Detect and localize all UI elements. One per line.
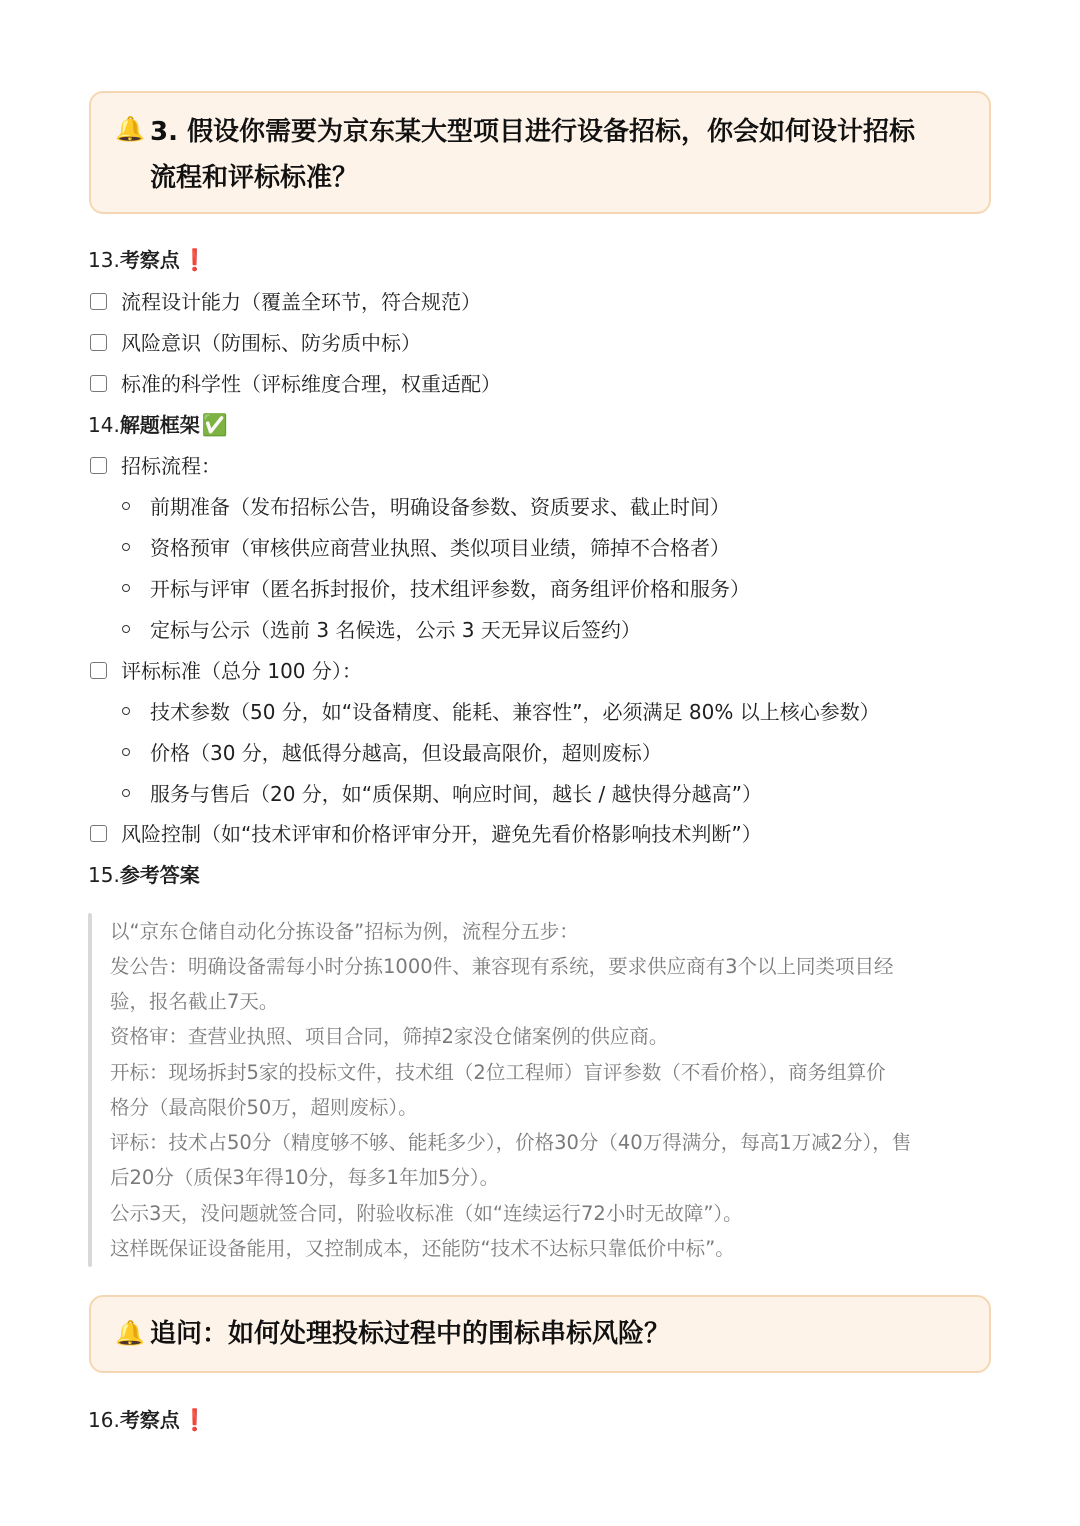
section-number: 16.	[88, 1408, 120, 1432]
checklist-item-label: 风险意识（防围标、防劣质中标）	[121, 331, 421, 355]
section-number: 14.	[88, 413, 120, 437]
bullet-icon	[122, 502, 130, 510]
followup-title: 追问：如何处理投标过程中的围标串标风险？	[150, 1319, 671, 1349]
checkbox[interactable]	[90, 375, 107, 392]
quote-line: 评标：技术占50分（精度够不够、能耗多少），价格30分（40万得满分，每高1万减2分），售	[110, 1131, 912, 1154]
list-item-text: 资格预审（审核供应商营业执照、类似项目业绩，筛掉不合格者）	[150, 536, 730, 560]
section-title: 考察点	[119, 1408, 180, 1432]
section-13-heading	[88, 245, 208, 275]
question-title-line2: 流程和评标标准？	[150, 163, 359, 193]
bullet-icon	[122, 584, 130, 592]
bullet-icon	[122, 748, 130, 756]
quote-line: 开标：现场拆封5家的投标文件，技术组（2位工程师）盲评参数（不看价格），商务组算价	[110, 1061, 886, 1084]
checklist-item[interactable]	[90, 369, 501, 399]
quote-line: 发公告：明确设备需每小时分拣1000件、兼容现有系统，要求供应商有3个以上同类项目经	[110, 955, 894, 978]
bell-icon: 🔔	[115, 1319, 145, 1347]
list-item-text: 服务与售后（20 分，如“质保期、响应时间，越长 / 越快得分越高”）	[150, 782, 762, 806]
question-callout	[89, 91, 991, 214]
section-15-heading	[88, 860, 200, 890]
list-item	[122, 615, 641, 645]
section-number: 15.	[88, 863, 120, 887]
list-item	[122, 492, 730, 522]
list-item	[122, 697, 880, 727]
checklist-item-label: 风险控制（如“技术评审和价格评审分开，避免先看价格影响技术判断”）	[121, 822, 762, 846]
section-title: 解题框架	[119, 413, 200, 437]
question-title-line1: 3. 假设你需要为京东某大型项目进行设备招标，你会如何设计招标	[150, 117, 916, 147]
checkbox[interactable]	[90, 457, 107, 474]
check-mark-icon: ✅	[201, 413, 228, 437]
list-item	[122, 738, 662, 768]
section-number: 13.	[88, 248, 120, 272]
bullet-icon	[122, 625, 130, 633]
quote-line: 以“京东仓储自动化分拣设备”招标为例，流程分五步：	[110, 920, 579, 943]
list-item-text: 开标与评审（匿名拆封报价，技术组评参数，商务组评价格和服务）	[150, 577, 750, 601]
section-title: 参考答案	[119, 863, 200, 887]
list-item	[122, 574, 750, 604]
exclamation-icon: ❗	[181, 248, 208, 272]
section-title: 考察点	[119, 248, 180, 272]
quote-line: 格分（最高限价50万，超则废标）。	[110, 1096, 418, 1119]
quote-line: 后20分（质保3年得10分，每多1年加5分）。	[110, 1166, 500, 1189]
list-item	[122, 779, 762, 809]
checkbox[interactable]	[90, 334, 107, 351]
bell-icon: 🔔	[115, 115, 145, 143]
bullet-icon	[122, 543, 130, 551]
checklist-item[interactable]	[90, 656, 362, 686]
list-item-text: 前期准备（发布招标公告，明确设备参数、资质要求、截止时间）	[150, 495, 730, 519]
quote-line: 资格审：查营业执照、项目合同，筛掉2家没仓储案例的供应商。	[110, 1025, 669, 1048]
checklist-item[interactable]	[90, 328, 421, 358]
section-14-heading	[88, 410, 228, 440]
checklist-item[interactable]	[90, 819, 762, 849]
checkbox[interactable]	[90, 293, 107, 310]
checkbox[interactable]	[90, 662, 107, 679]
list-item-text: 技术参数（50 分，如“设备精度、能耗、兼容性”，必须满足 80% 以上核心参数）	[150, 700, 880, 724]
followup-callout	[89, 1295, 991, 1373]
checklist-item-label: 流程设计能力（覆盖全环节，符合规范）	[121, 290, 481, 314]
list-item	[122, 533, 730, 563]
quote-line: 这样既保证设备能用，又控制成本，还能防“技术不达标只靠低价中标”。	[110, 1237, 735, 1260]
bullet-icon	[122, 707, 130, 715]
list-item-text: 定标与公示（选前 3 名候选，公示 3 天无异议后签约）	[150, 618, 641, 642]
checklist-item[interactable]	[90, 451, 221, 481]
quote-line: 验，报名截止7天。	[110, 990, 279, 1013]
list-item-text: 价格（30 分，越低得分越高，但设最高限价，超则废标）	[150, 741, 662, 765]
quote-line: 公示3天，没问题就签合同，附验收标准（如“连续运行72小时无故障”）。	[110, 1202, 743, 1225]
bullet-icon	[122, 789, 130, 797]
section-16-heading	[88, 1405, 208, 1435]
checklist-item-label: 标准的科学性（评标维度合理，权重适配）	[121, 372, 501, 396]
checklist-item-label: 招标流程：	[121, 454, 221, 478]
checkbox[interactable]	[90, 825, 107, 842]
blockquote-bar	[88, 913, 92, 1267]
checklist-item[interactable]	[90, 287, 481, 317]
checklist-item-label: 评标标准（总分 100 分）：	[121, 659, 362, 683]
exclamation-icon: ❗	[181, 1408, 208, 1432]
